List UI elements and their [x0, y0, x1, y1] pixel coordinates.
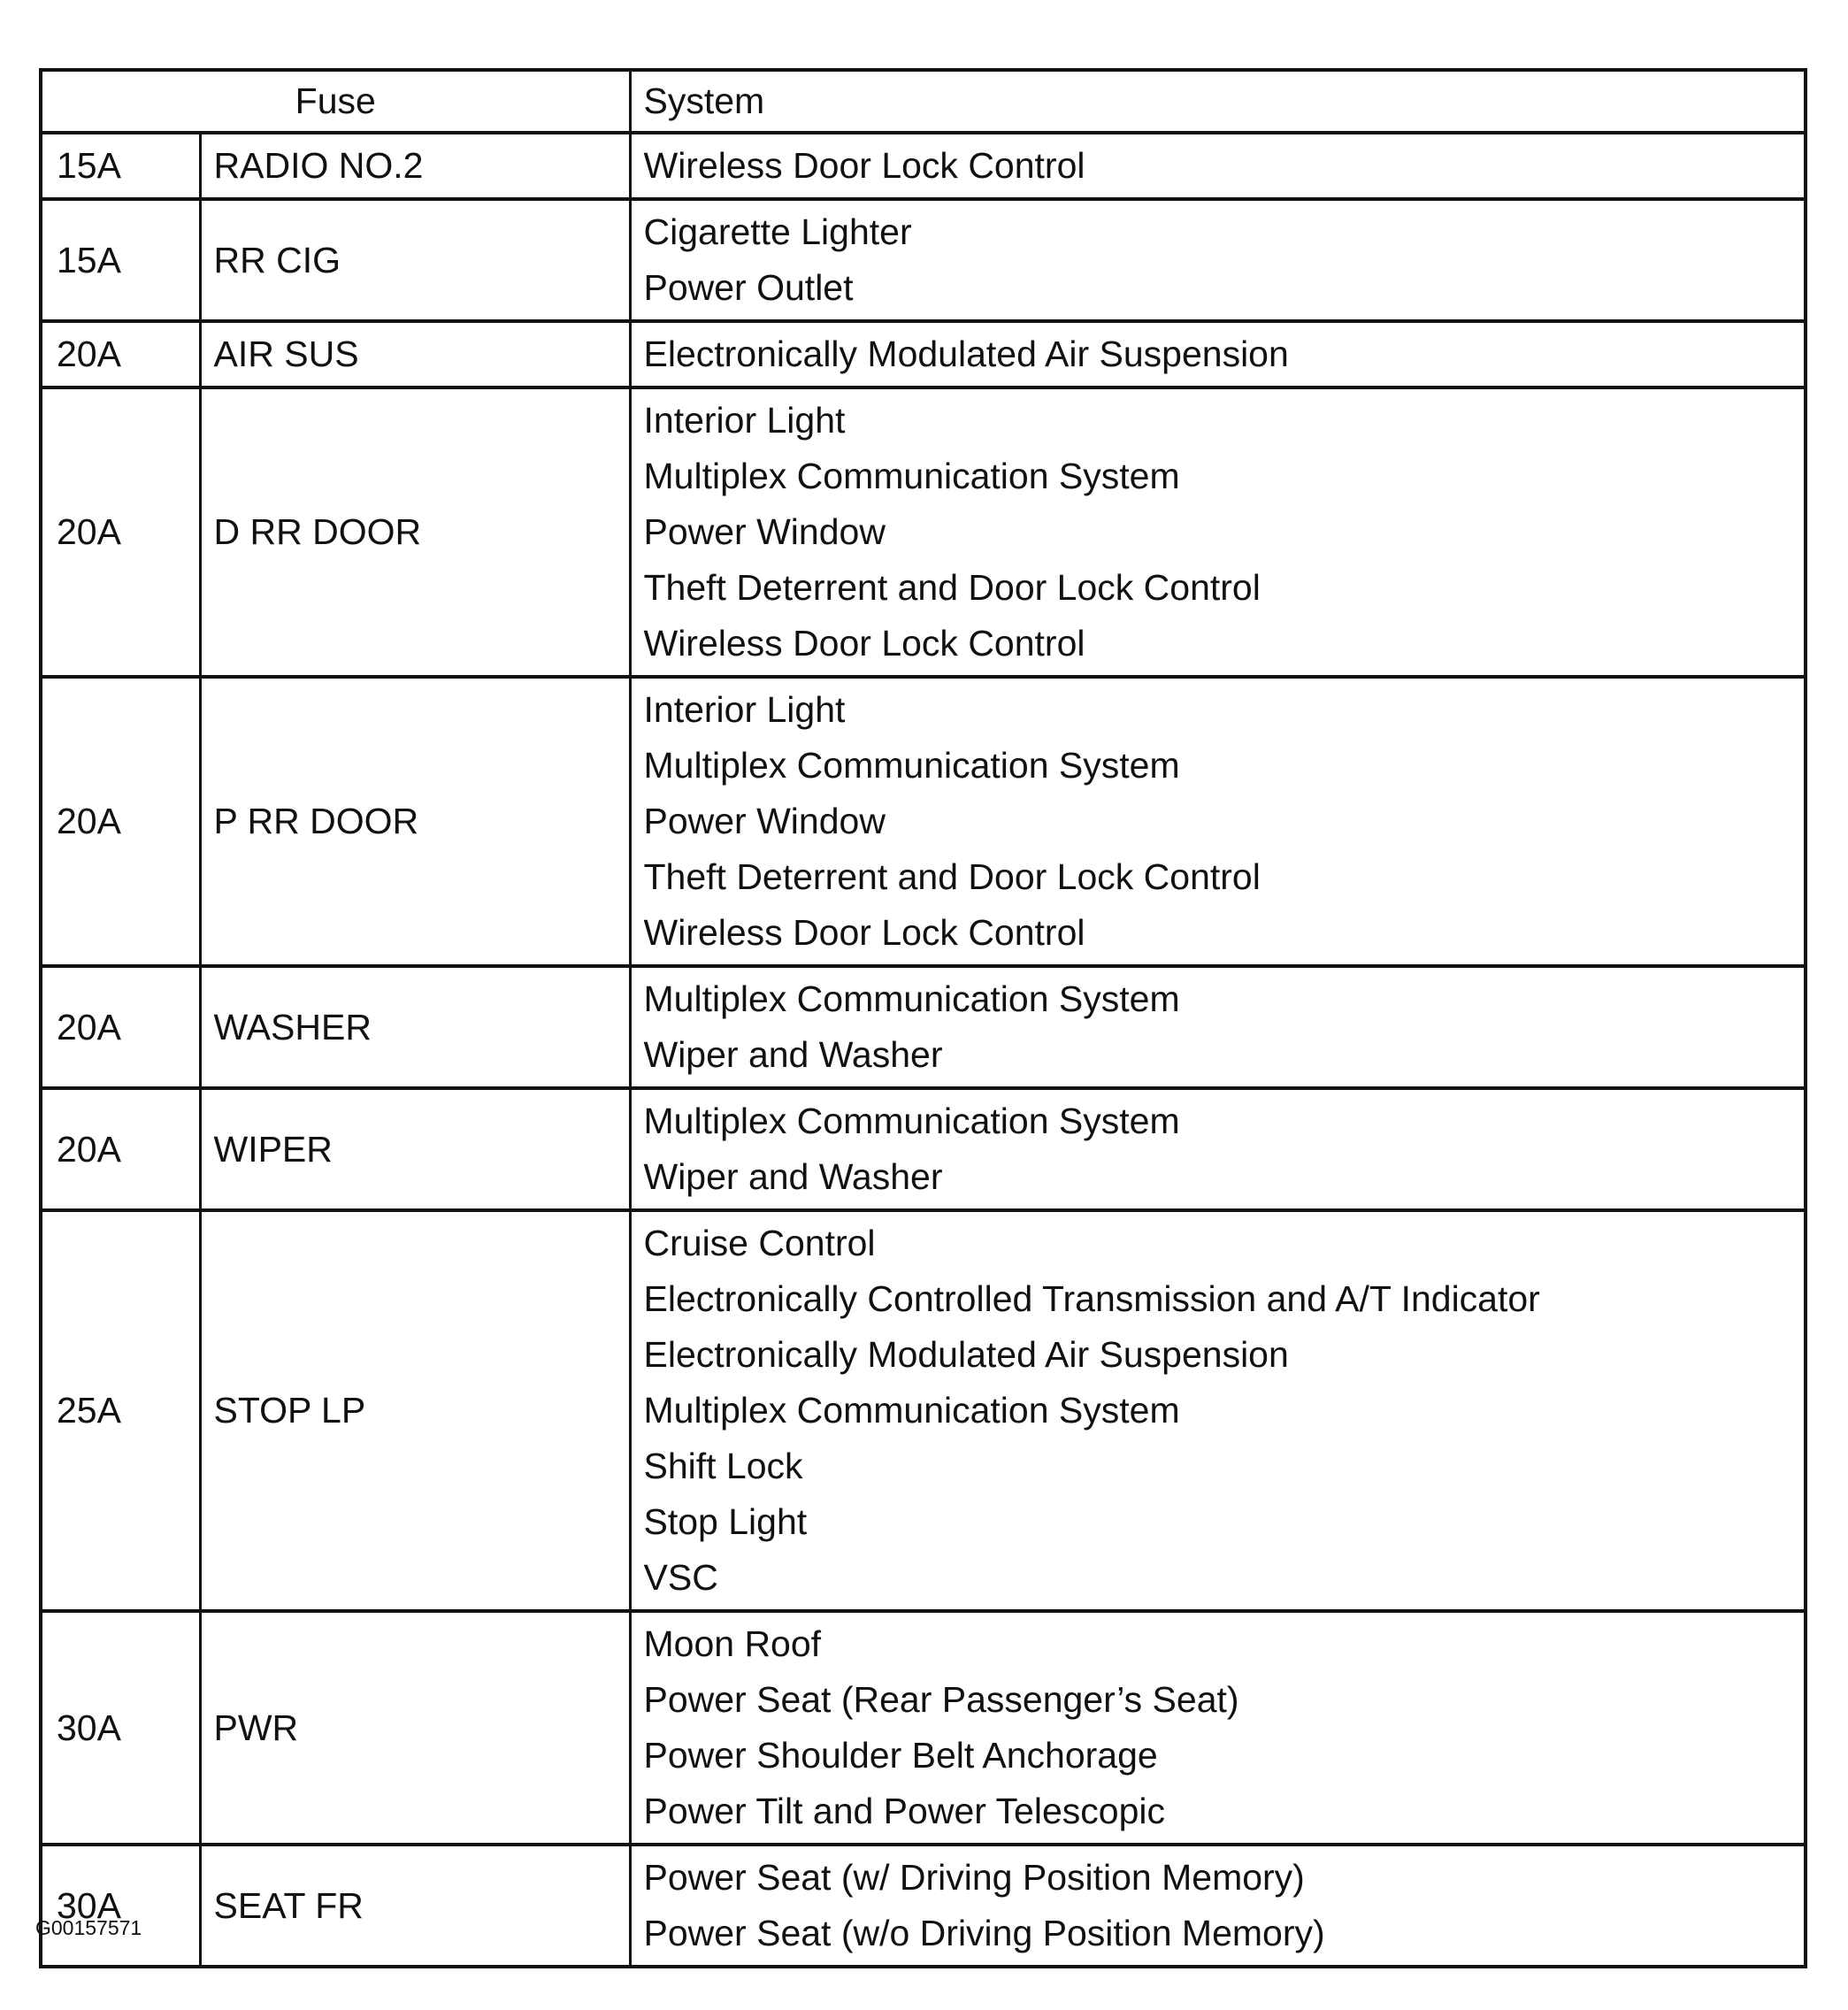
- system-item: Shift Lock: [643, 1446, 803, 1486]
- system-item: Power Seat (w/o Driving Position Memory): [643, 1913, 1325, 1953]
- fuse-amperage: 20A: [41, 321, 200, 387]
- table-row: [41, 1611, 1806, 1845]
- system-list: [630, 1845, 1806, 1967]
- system-item: Electronically Controlled Transmission and A/T Indicator: [643, 1278, 1540, 1319]
- system-list: [630, 1611, 1806, 1845]
- fuse-amperage: 15A: [41, 199, 200, 321]
- system-item: Cruise Control: [643, 1223, 876, 1263]
- system-item: Wireless Door Lock Control: [643, 623, 1085, 664]
- fuse-amperage: 30A: [41, 1845, 200, 1967]
- fuse-name: P RR DOOR: [200, 677, 630, 966]
- system-item: Power Window: [643, 511, 886, 552]
- system-list: [630, 133, 1806, 199]
- fuse-name: SEAT FR: [200, 1845, 630, 1967]
- system-item: Multiplex Communication System: [643, 456, 1180, 496]
- figure-id-caption: G00157571: [35, 1916, 142, 1939]
- system-item: Power Seat (Rear Passenger’s Seat): [643, 1679, 1239, 1720]
- system-list: [630, 966, 1806, 1088]
- system-list: [630, 677, 1806, 966]
- fuse-amperage: 30A: [41, 1611, 200, 1845]
- fuse-name: AIR SUS: [200, 321, 630, 387]
- system-item: Theft Deterrent and Door Lock Control: [643, 856, 1261, 897]
- table-row: [41, 387, 1806, 677]
- system-item: Multiplex Communication System: [643, 745, 1180, 786]
- fuse-table: [39, 68, 1807, 1968]
- system-item: Multiplex Communication System: [643, 1101, 1180, 1141]
- system-list: [630, 387, 1806, 677]
- fuse-name: D RR DOOR: [200, 387, 630, 677]
- fuse-amperage: 15A: [41, 133, 200, 199]
- system-list: [630, 199, 1806, 321]
- table-row: [41, 677, 1806, 966]
- fuse-name: WASHER: [200, 966, 630, 1088]
- system-item: Interior Light: [643, 689, 846, 730]
- fuse-amperage: 25A: [41, 1210, 200, 1611]
- system-item: VSC: [643, 1557, 718, 1598]
- system-item: Power Window: [643, 801, 886, 841]
- system-list: [630, 321, 1806, 387]
- fuse-name: RADIO NO.2: [200, 133, 630, 199]
- system-item: Power Tilt and Power Telescopic: [643, 1791, 1165, 1831]
- fuse-name: PWR: [200, 1611, 630, 1845]
- fuse-column-header: Fuse: [41, 70, 630, 133]
- table-row: [41, 133, 1806, 199]
- system-item: Wireless Door Lock Control: [643, 145, 1085, 186]
- system-item: Wireless Door Lock Control: [643, 912, 1085, 953]
- fuse-amperage: 20A: [41, 966, 200, 1088]
- table-row: [41, 321, 1806, 387]
- fuse-name: STOP LP: [200, 1210, 630, 1611]
- table-header: [41, 70, 1806, 133]
- system-item: Cigarette Lighter: [643, 211, 912, 252]
- system-item: Electronically Modulated Air Suspension: [643, 1334, 1289, 1375]
- system-item: Electronically Modulated Air Suspension: [643, 334, 1289, 374]
- system-item: Power Seat (w/ Driving Position Memory): [643, 1857, 1305, 1898]
- system-item: Moon Roof: [643, 1623, 822, 1664]
- system-column-header: System: [630, 70, 1806, 133]
- system-item: Theft Deterrent and Door Lock Control: [643, 567, 1261, 608]
- header-row: [41, 70, 1806, 133]
- fuse-amperage: 20A: [41, 677, 200, 966]
- table-body: [41, 133, 1806, 1967]
- fuse-amperage: 20A: [41, 1088, 200, 1210]
- system-item: Interior Light: [643, 400, 846, 441]
- fuse-name: WIPER: [200, 1088, 630, 1210]
- system-item: Wiper and Washer: [643, 1156, 943, 1197]
- fuse-name: RR CIG: [200, 199, 630, 321]
- table-row: [41, 1845, 1806, 1967]
- system-item: Multiplex Communication System: [643, 1390, 1180, 1431]
- system-item: Power Outlet: [643, 267, 854, 308]
- table-row: [41, 966, 1806, 1088]
- system-item: Stop Light: [643, 1501, 808, 1542]
- system-list: [630, 1210, 1806, 1611]
- system-item: Wiper and Washer: [643, 1034, 943, 1075]
- system-list: [630, 1088, 1806, 1210]
- table-row: [41, 1210, 1806, 1611]
- system-item: Power Shoulder Belt Anchorage: [643, 1735, 1158, 1776]
- table-row: [41, 199, 1806, 321]
- system-item: Multiplex Communication System: [643, 978, 1180, 1019]
- table-row: [41, 1088, 1806, 1210]
- fuse-amperage: 20A: [41, 387, 200, 677]
